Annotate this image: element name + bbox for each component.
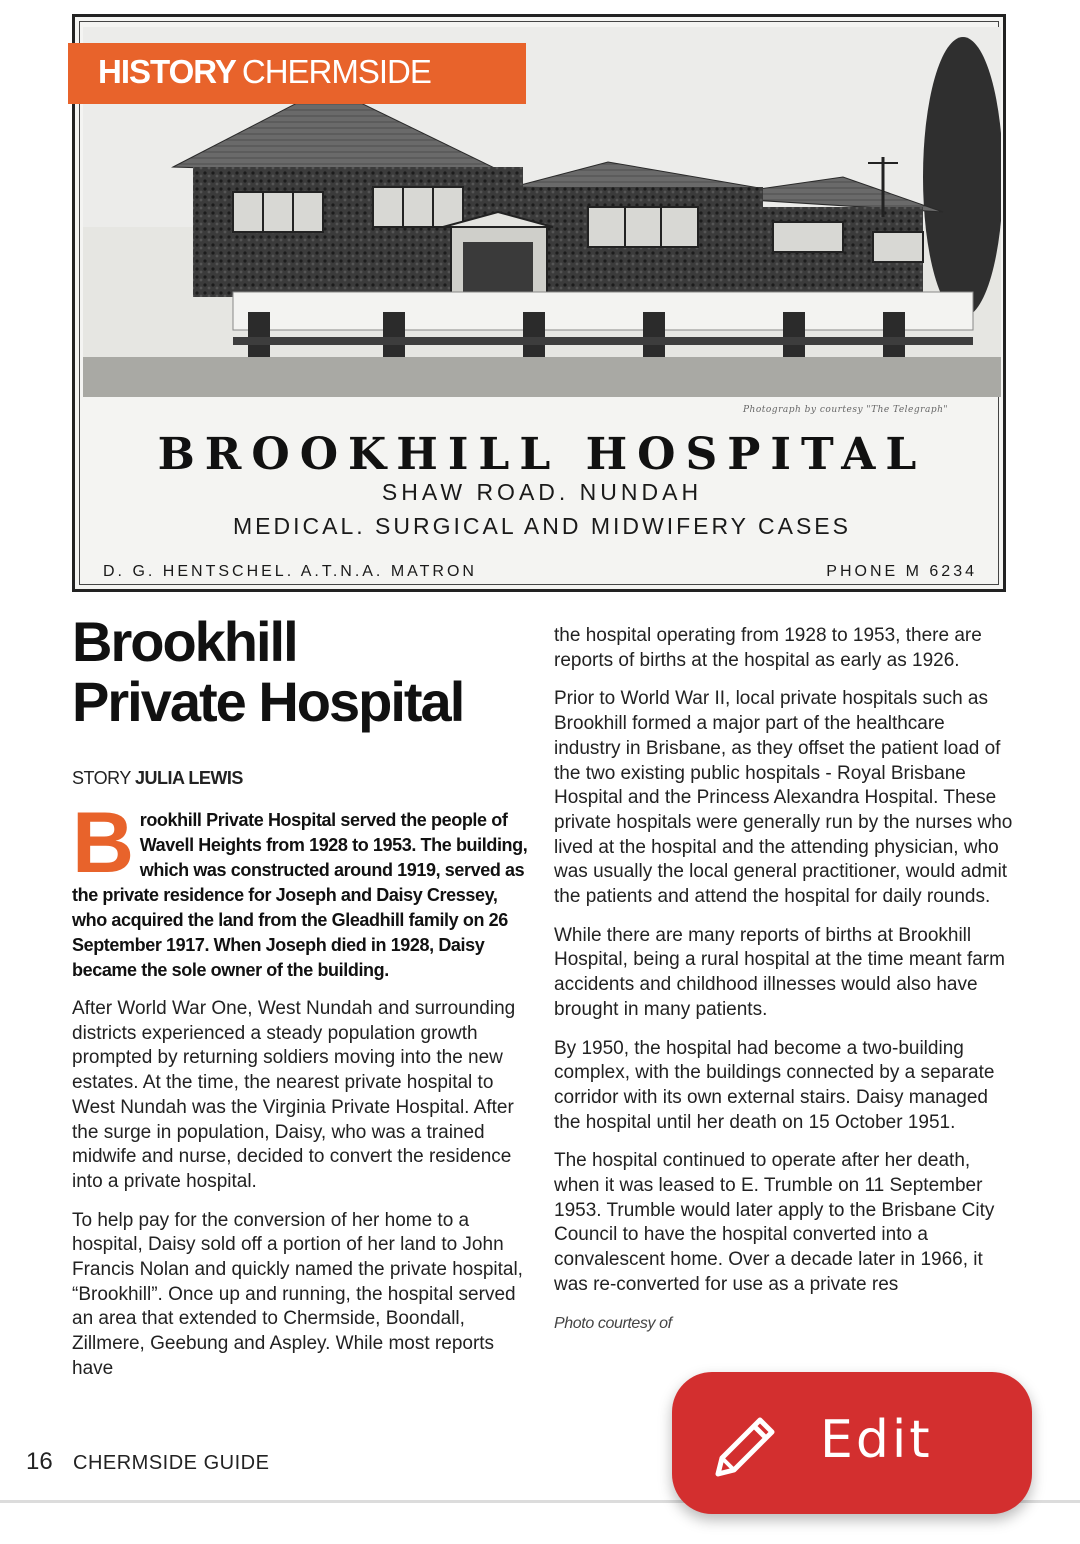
article-headline xyxy=(72,612,532,732)
edit-button[interactable] xyxy=(672,1372,1032,1514)
advert-phone: PHONE M 6234 xyxy=(826,563,977,580)
section-tag-light: CHERMSIDE xyxy=(241,53,431,90)
section-tag xyxy=(68,43,526,104)
body-paragraph: By 1950, the hospital had become a two-building complex, with the buildings connected by a separate corridor with its own external stairs. Daisy managed the hospital until her death on 15 October 1951. xyxy=(554,1037,995,1133)
byline-label: STORY xyxy=(72,768,131,788)
advert-services: MEDICAL. SURGICAL AND MIDWIFERY CASES xyxy=(233,513,851,539)
advert-matron: D. G. HENTSCHEL. A.T.N.A. MATRON xyxy=(103,563,477,580)
publication-name: CHERMSIDE GUIDE xyxy=(73,1452,270,1474)
advert-address: SHAW ROAD. NUNDAH xyxy=(381,479,703,505)
body-paragraph: To help pay for the conversion of her home to a hospital, Daisy sold off a portion of her land to John Francis Nolan and quickly named the private hospital, “Brookhill”. Once up and running, the hospital served an area that extended to Chermside, Boondall, Zillmere, Geebung and Aspley. While most reports have xyxy=(72,1209,523,1379)
section-tag-bold: HISTORY xyxy=(98,53,236,90)
lead-text: rookhill Private Hospital served the people of Wavell Heights from 1928 to 1953. The building, which was constructed around 1919, served as the private residence for Joseph and Daisy Cressey, who acquired the land from the Gleadhill family on 26 September 1917. When Joseph died in 1928, Daisy became the sole owner of the building. xyxy=(72,810,528,980)
page-number: 16 xyxy=(26,1448,53,1475)
body-paragraph: The hospital continued to operate after her death, when it was leased to E. Trumble on 11 September 1953. Trumble would later apply to the Brisbane City Council to have the hospital converted into a convalescent home. Over a decade later in 1966, it was re-converted for use as a private res xyxy=(554,1150,995,1295)
body-paragraph: After World War One, West Nundah and surrounding districts experienced a steady population growth prompted by returning soldiers moving into the new estates. At the time, the nearest private hospital to West Nundah was the Virginia Private Hospital. After the surge in population, Daisy, who was a trained midwife and nurse, decided to convert the residence into a private hospital. xyxy=(72,998,516,1192)
headline-line-2: Private Hospital xyxy=(72,670,464,733)
headline-line-1: Brookhill xyxy=(72,610,297,673)
edit-button-label: Edit xyxy=(820,1410,933,1470)
photo-credit-small: Photograph by courtesy "The Telegraph" xyxy=(743,405,949,415)
photo-credit-line: Photo courtesy of xyxy=(554,1314,672,1332)
pencil-icon xyxy=(706,1406,786,1486)
lead-paragraph xyxy=(72,795,528,983)
drop-cap: B xyxy=(72,795,134,891)
article-column-left xyxy=(72,795,528,1396)
byline-author: JULIA LEWIS xyxy=(135,768,243,788)
article-column-right xyxy=(554,624,1014,1350)
advert-title: BROOKHILL HOSPITAL xyxy=(157,429,927,480)
byline xyxy=(72,768,243,789)
body-paragraph: the hospital operating from 1928 to 1953, there are reports of births at the hospital as early as 1926. xyxy=(554,625,982,671)
body-paragraph: While there are many reports of births at Brookhill Hospital, being a rural hospital at the time meant farm accidents and childhood illnesses would also have brought in many patients. xyxy=(554,924,1005,1020)
body-paragraph: Prior to World War II, local private hospitals such as Brookhill formed a major part of the healthcare industry in Brisbane, as they offset the patient load of the two existing public hospitals - Royal Brisbane Hospital and the Princess Alexandra Hospital. These private hospitals were generally run by the nurses who lived at the hospital and the attending physician, who was usually the local general practitioner, would admit the patients and attend the hospital for daily rounds. xyxy=(554,688,1013,908)
